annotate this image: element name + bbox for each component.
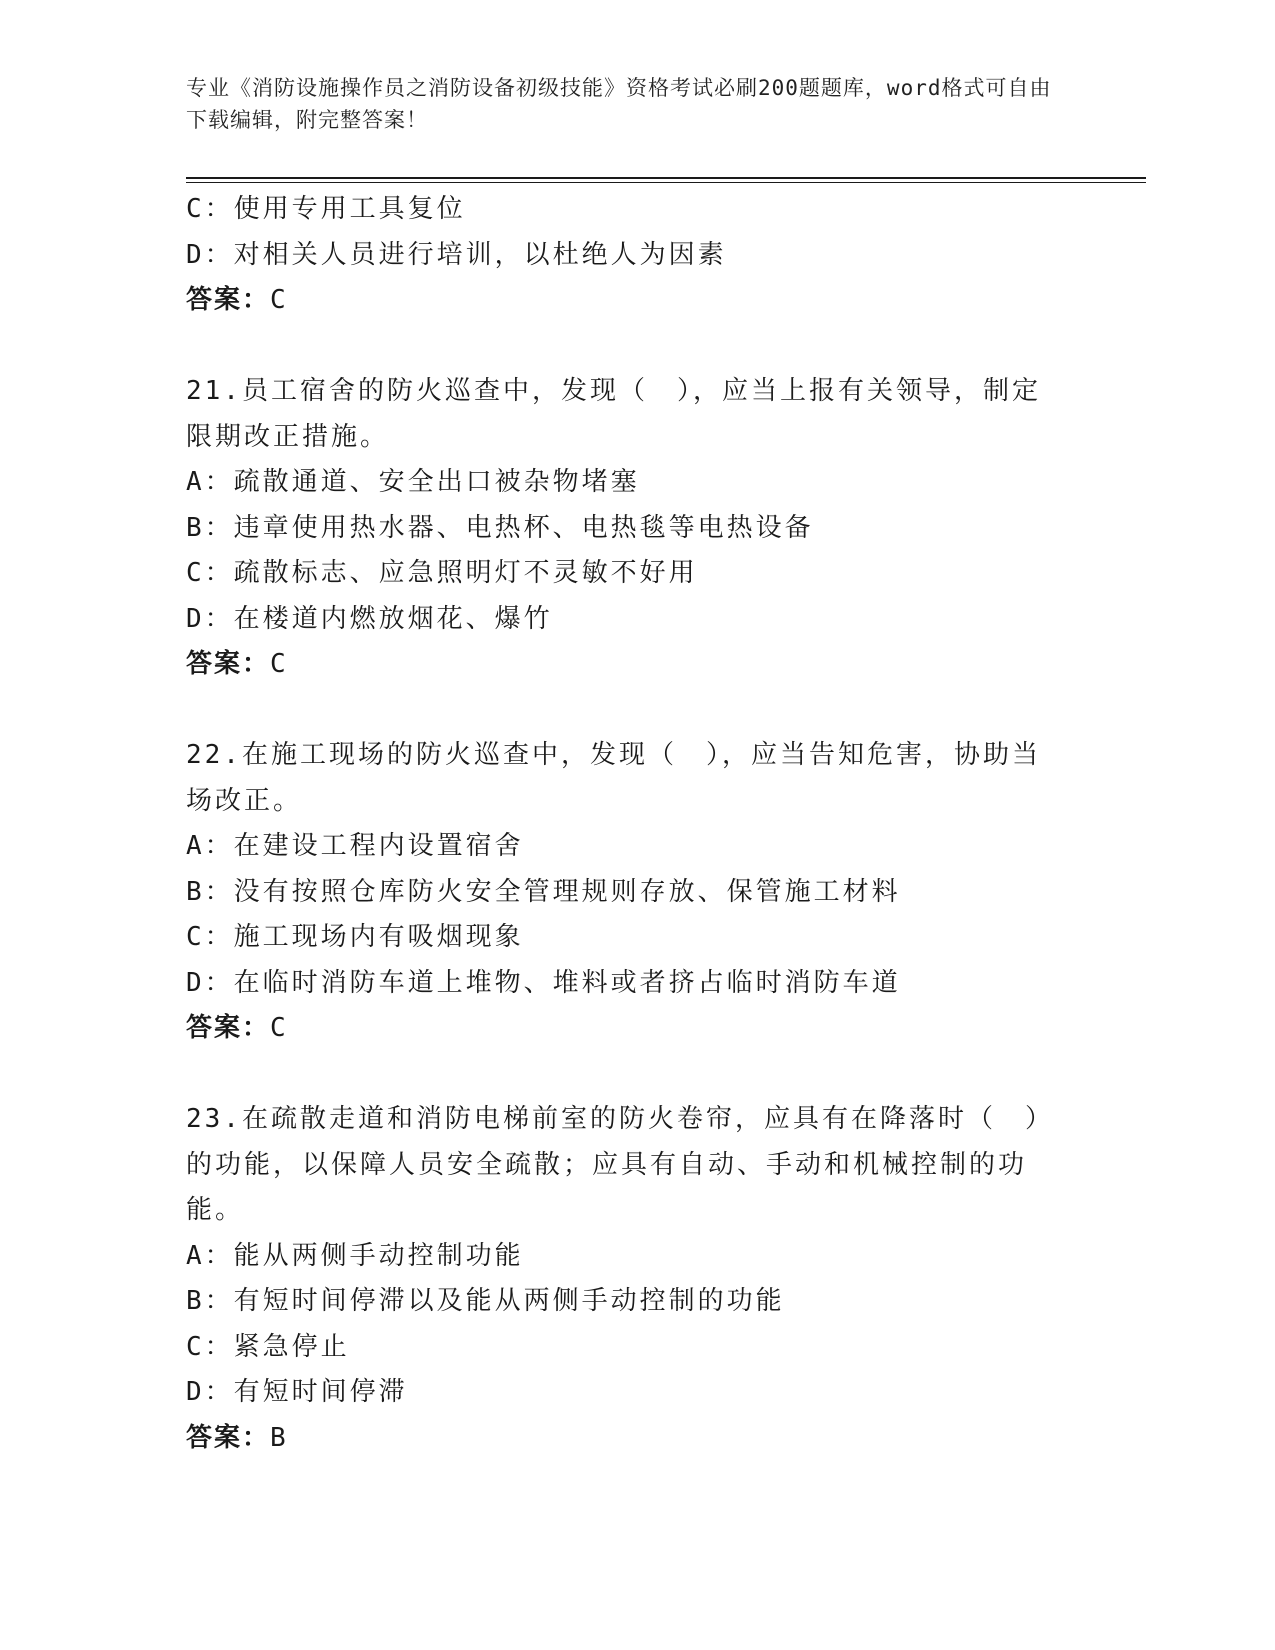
question-stem: 22.在施工现场的防火巡查中，发现（ ），应当告知危害，协助当场改正。 — [186, 740, 1041, 816]
continued-question — [186, 187, 1086, 324]
answer-label: 答案： — [186, 285, 271, 315]
spacer — [186, 324, 1086, 370]
option-c: C：施工现场内有吸烟现象 — [186, 922, 524, 952]
question-21 — [186, 369, 1086, 688]
option-b: B：有短时间停滞以及能从两侧手动控制的功能 — [186, 1286, 785, 1316]
option-d: D：对相关人员进行培训，以杜绝人为因素 — [186, 239, 727, 270]
answer-line — [186, 1006, 1086, 1052]
document-body — [186, 187, 1086, 1461]
header-rule-thin — [186, 182, 1146, 183]
spacer — [186, 688, 1086, 734]
option-c: C：紧急停止 — [186, 1331, 350, 1362]
question-stem: 21.员工宿舍的防火巡查中，发现（ ），应当上报有关领导，制定限期改正措施。 — [186, 376, 1041, 452]
option-d: D：在楼道内燃放烟花、爆竹 — [186, 603, 553, 634]
answer-value: B — [270, 1422, 287, 1453]
question-23 — [186, 1097, 1086, 1461]
option-a: A：在建设工程内设置宿舍 — [186, 831, 524, 861]
option-a: A：能从两侧手动控制功能 — [186, 1240, 524, 1271]
answer-label: 答案： — [186, 1422, 271, 1453]
question-stem: 23.在疏散走道和消防电梯前室的防火卷帘，应具有在降落时（ ）的功能，以保障人员安全疏散；应具有自动、手动和机械控制的功能。 — [186, 1104, 1054, 1225]
answer-value: C — [270, 1013, 287, 1043]
answer-line — [186, 278, 1086, 324]
spacer — [186, 1052, 1086, 1098]
answer-label: 答案： — [186, 649, 271, 679]
option-a: A：疏散通道、安全出口被杂物堵塞 — [186, 467, 640, 497]
option-d: D：在临时消防车道上堆物、堆料或者挤占临时消防车道 — [186, 967, 901, 998]
option-c: C：使用专用工具复位 — [186, 194, 466, 224]
option-d: D：有短时间停滞 — [186, 1377, 408, 1407]
document-header: 专业《消防设施操作员之消防设备初级技能》资格考试必刷200题题库，word格式可自由下载编辑，附完整答案！ — [186, 76, 1052, 132]
answer-value: C — [270, 285, 287, 315]
option-b: B：违章使用热水器、电热杯、电热毯等电热设备 — [186, 512, 814, 543]
header-rule-thick — [186, 177, 1146, 179]
answer-line — [186, 1416, 1086, 1462]
answer-label: 答案： — [186, 1013, 271, 1043]
question-22 — [186, 733, 1086, 1052]
option-c: C：疏散标志、应急照明灯不灵敏不好用 — [186, 558, 698, 588]
option-b: B：没有按照仓库防火安全管理规则存放、保管施工材料 — [186, 876, 901, 907]
answer-line — [186, 642, 1086, 688]
answer-value: C — [270, 649, 287, 679]
